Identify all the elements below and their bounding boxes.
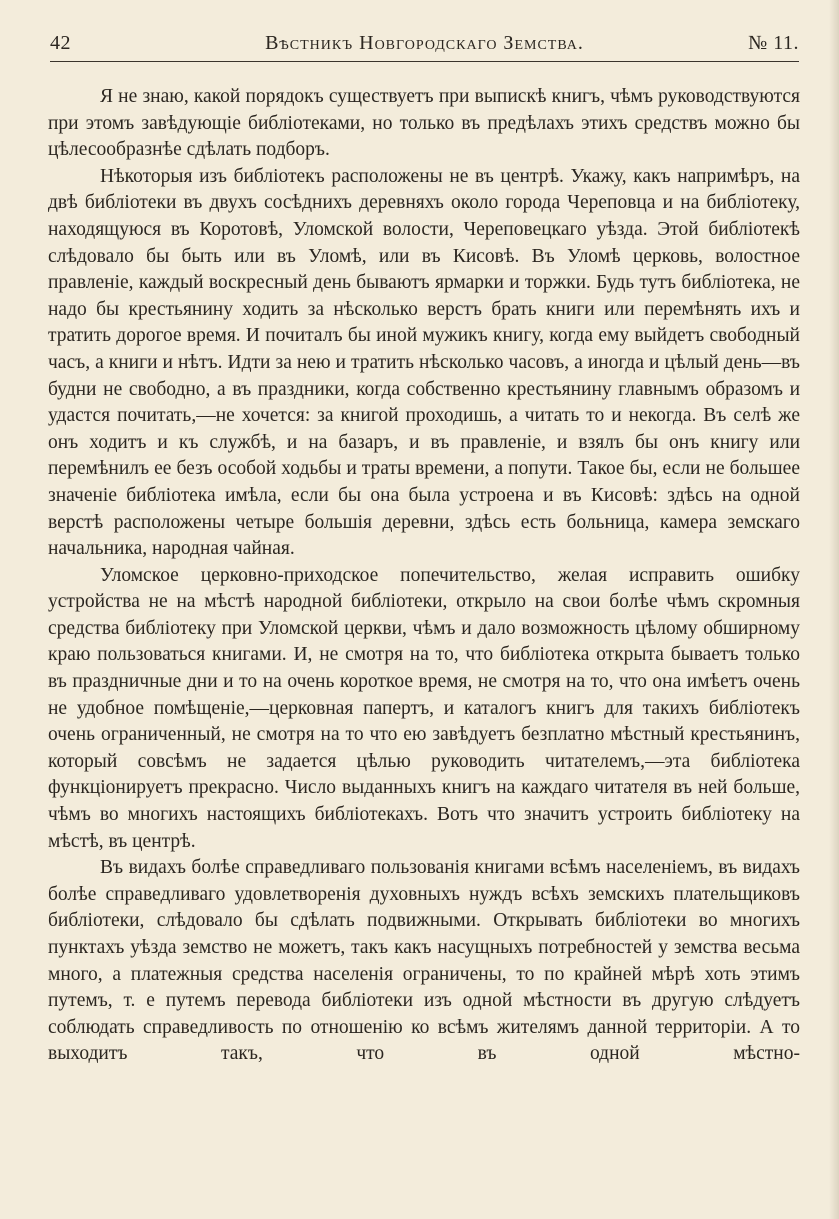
paragraph-4: Въ видахъ болѣе справедливаго пользованія книгами всѣмъ населеніемъ, въ видахъ болѣе справедливаго удовлетворенія духовныхъ нуждъ всѣхъ земскихъ плательщиковъ библіотеки, слѣдовало бы сдѣлать подвижными. Открывать библіотеки во многихъ пунктахъ уѣзда земство не можетъ, такъ какъ насущныхъ потребностей у земства весьма много, а платежныя средства населенія ограничены, то по крайней мѣрѣ хоть этимъ путемъ, т. е путемъ перевода библіотеки изъ одной мѣстности въ другую слѣдуетъ соблюдать справедливость по отношенію ко всѣмъ жителямъ данной территоріи. А то выходитъ такъ, что въ одной мѣстно-	[48, 857, 800, 1065]
issue-number: № 11.	[748, 32, 799, 54]
journal-title: Вѣстникъ Новгородскаго Земства.	[265, 32, 584, 54]
page-number: 42	[50, 32, 71, 54]
header-rule	[50, 61, 799, 62]
paragraph-3: Уломское церковно-приходское попечительство, желая исправить ошибку устройства не на мѣстѣ народной библіотеки, открыло на свои болѣе чѣмъ скромныя средства библіотеку при Уломской церкви, чѣмъ и дало возможность цѣлому обширному краю пользоваться книгами. И, не смотря на то, что библіотека открыта бываетъ только въ праздничные дни и то на очень короткое время, не смотря на то, что она имѣетъ очень не удобное помѣщеніе,—церковная папертъ, и каталогъ книгъ для такихъ библіотекъ очень ограниченный, не смотря на то что ею завѣдуетъ безплатно мѣстный крестьянинъ, который совсѣмъ не задается цѣлью руководить читателемъ,—эта библіотека функціонируетъ прекрасно. Число выданныхъ книгъ на каждаго читателя въ ней больше, чѣмъ во многихъ настоящихъ библіотекахъ. Вотъ что значитъ устроить библіотеку на мѣстѣ, въ центрѣ.	[48, 564, 800, 852]
paragraph-2: Нѣкоторыя изъ библіотекъ расположены не въ центрѣ. Укажу, какъ напримѣръ, на двѣ библіотеки въ двухъ сосѣднихъ деревняхъ около города Череповца и на библіотеку, находящуюся въ Коротовѣ, Уломской волости, Череповецкаго уѣзда. Этой библіотекѣ слѣдовало бы быть или въ Уломѣ, или въ Кисовѣ. Въ Уломѣ церковь, волостное правленіе, каждый воскресный день бываютъ ярмарки и торжки. Будь тутъ библіотека, не надо бы крестьянину ходить за нѣсколько верстъ брать книги или перемѣнять ихъ и тратить дорогое время. И почиталъ бы иной мужикъ книгу, когда ему выйдетъ свободный часъ, а книги и нѣтъ. Идти за нею и тратить нѣсколько часовъ, а иногда и цѣлый день—въ будни не свободно, а въ праздники, когда собственно крестьянину главнымъ образомъ и удастся почитать,—не хочется: за книгой проходишь, а читать то и некогда. Въ селѣ же онъ ходитъ и къ службѣ, и на базаръ, и въ правленіе, и взялъ бы онъ книгу или перемѣнилъ ее безъ особой ходьбы и траты времени, а попути. Такое бы, если не большее значеніе библіотека имѣла, если бы она была устроена и въ Кисовѣ: здѣсь на одной верстѣ расположены четыре большія деревни, здѣсь есть больница, камера земскаго начальника, народная чайная.	[48, 165, 800, 560]
page-header	[50, 32, 799, 62]
article-body	[48, 84, 800, 1068]
page-edge-shadow	[829, 0, 839, 1219]
paragraph-1: Я не знаю, какой порядокъ существуетъ при выпискѣ книгъ, чѣмъ руководствуются при этомъ завѣдующіе библіотеками, но только въ предѣлахъ этихъ средствъ можно бы цѣлесообразнѣе сдѣлать подборъ.	[48, 86, 800, 161]
